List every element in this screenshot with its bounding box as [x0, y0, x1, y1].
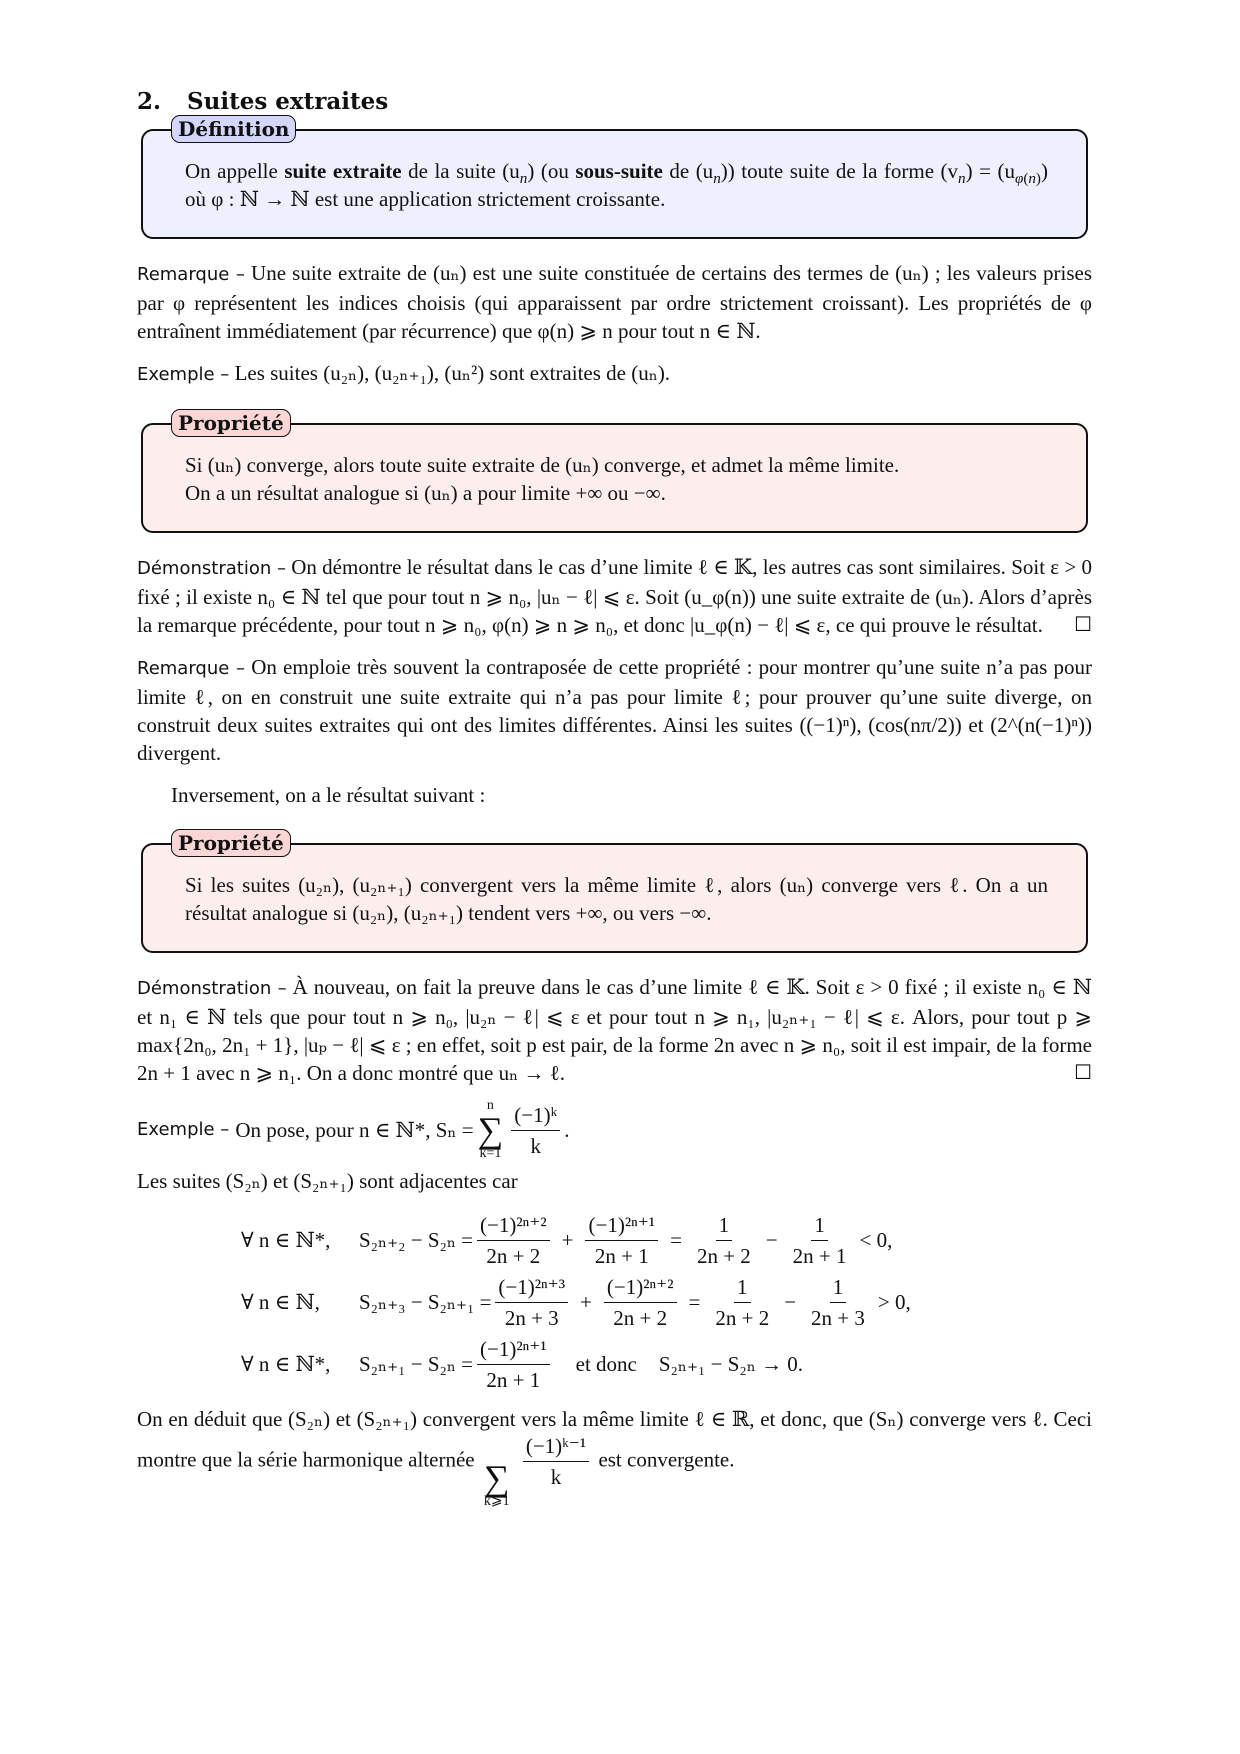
eq1-op-1: + [561, 1228, 574, 1252]
remarque-2 [137, 653, 1092, 767]
eq3-num: (−1)²ⁿ⁺¹ [477, 1336, 550, 1365]
conclusion-frac-num: (−1)ᵏ⁻¹ [523, 1433, 589, 1462]
remarque-2-lead: Remarque – [137, 658, 245, 679]
eq1-lhs: S₂ₙ₊₂ − S₂ₙ = [359, 1228, 474, 1252]
qed-square-icon-2: ☐ [1074, 1062, 1092, 1084]
eq1-tail: < 0, [859, 1228, 893, 1252]
page [137, 88, 1092, 1509]
conclusion-post: est convergente. [598, 1447, 735, 1472]
exemple-2 [137, 1099, 1092, 1161]
exemple-1-lead: Exemple – [137, 364, 230, 385]
eq3-lhs: S₂ₙ₊₁ − S₂ₙ = [359, 1352, 474, 1376]
propriete-1-line-1: Si (uₙ) converge, alors toute suite extraite de (uₙ) converge, et admet la même limite. [185, 453, 900, 477]
remarque-1-text: Une suite extraite de (uₙ) est une suite constituée de certains des termes de (uₙ) ; les valeurs prises par φ représentent les indices choisis (qui apparaissent par ordre strictement croissant). Les propriétés de φ entraînent immédiatement (par récurrence) que φ(n) ⩾ n pour tout n ∈ ℕ. [137, 261, 1092, 343]
exemple-1-text: Les suites (u₂ₙ), (u₂ₙ₊₁), (uₙ²) sont extraites de (uₙ). [229, 361, 671, 385]
definition-box [141, 117, 1088, 239]
equation-block [241, 1209, 1092, 1395]
eq2-frac-3 [712, 1274, 772, 1331]
eq2-frac-2 [604, 1274, 677, 1331]
eq1-f1-den: 2n + 2 [486, 1243, 541, 1268]
eq1-f2-num: (−1)²ⁿ⁺¹ [585, 1212, 658, 1241]
eq1-frac-2 [585, 1212, 658, 1269]
def-text-3: ) (ou [527, 159, 576, 183]
conclusion-frac-den: k [550, 1465, 562, 1489]
qed-square-icon: ☐ [1074, 614, 1092, 636]
eq1-f1-num: (−1)²ⁿ⁺² [477, 1212, 550, 1241]
sum-bottom: k=1 [479, 1146, 502, 1161]
frac-denominator: k [530, 1133, 541, 1158]
eq1-frac-3 [694, 1212, 754, 1269]
def-text-1: On appelle [185, 159, 285, 183]
eq2-tail: > 0, [877, 1290, 911, 1314]
eq2-f2-den: 2n + 2 [613, 1305, 668, 1330]
eq1-f3-den: 2n + 2 [696, 1243, 751, 1268]
propriete-2-text: Si les suites (u₂ₙ), (u₂ₙ₊₁) convergent vers la même limite ℓ, alors (uₙ) converge vers ℓ. On a un résultat analogue si (u₂ₙ), (u₂ₙ₊₁) tendent vers +∞, ou vers −∞. [185, 873, 1048, 925]
section-number: 2. [137, 88, 162, 115]
def-text-4: de (u [662, 159, 714, 183]
propriete-1-box [141, 411, 1088, 533]
propriete-2-tag: Propriété [171, 829, 291, 857]
propriete-2-box [141, 831, 1088, 953]
definition-text: On appelle suite extraite de la suite $(u_n)$ (ou sous-suite de $(u_n)$) toute suite de la forme $(v_n) = (u_{\varphi(n)})$ où φ : ℕ → ℕ est une application strictement croissante. [185, 159, 1048, 211]
eq2-quantifier: ∀ n ∈ ℕ, [241, 1290, 320, 1314]
def-text-5: )) toute suite de la forme (v [720, 159, 959, 183]
eq1-equals: = [670, 1228, 682, 1252]
def-text-7: ) où φ : ℕ → ℕ est une application strictement croissante. [185, 159, 1048, 211]
eq2-f2-num: (−1)²ⁿ⁺² [604, 1274, 677, 1303]
equation-row-2 [241, 1271, 1092, 1333]
equation-row-3 [241, 1333, 1092, 1395]
def-text-2: de la suite (u [401, 159, 520, 183]
eq3-rhs: S₂ₙ₊₁ − S₂ₙ → 0. [658, 1352, 804, 1376]
eq2-f1-num: (−1)²ⁿ⁺³ [495, 1274, 568, 1303]
remarque-1 [137, 259, 1092, 345]
propriete-1-line-2: On a un résultat analogue si (uₙ) a pour limite +∞ ou −∞. [185, 481, 666, 505]
remarque-1-lead: Remarque – [137, 264, 245, 285]
eq1-f2-den: 2n + 1 [594, 1243, 649, 1268]
section-heading [137, 88, 1092, 115]
def-bold-suite-extraite: suite extraite [284, 159, 402, 183]
eq3-frac [477, 1336, 550, 1393]
inversement-text: Inversement, on a le résultat suivant : [171, 783, 486, 807]
conclusion-sigma-glyph: ∑ [483, 1458, 510, 1499]
eq3-den: 2n + 1 [486, 1367, 541, 1392]
conclusion-fraction [523, 1433, 589, 1490]
eq2-equals: = [688, 1290, 701, 1314]
eq2-f4-den: 2n + 3 [811, 1305, 865, 1330]
exemple-1 [137, 359, 1092, 389]
section-title: Suites extraites [187, 88, 389, 115]
conclusion-sum [483, 1458, 510, 1510]
eq1-f4-den: 2n + 1 [792, 1243, 847, 1268]
demonstration-1-text: On démontre le résultat dans le cas d’une limite ℓ ∈ 𝕂, les autres cas sont similaires. Soit ε > 0 fixé ; il existe n₀ ∈ ℕ tel que pour tout n ⩾ n₀, |uₙ − ℓ| ⩽ ε. Soit (u_φ(n)) une suite extraite de (uₙ). Alors d’après la remarque précédente, pour tout n ⩾ n₀, φ(n) ⩾ n ⩾ n₀, et donc |u_φ(n) − ℓ| ⩽ ε, ce qui prouve le résultat. [137, 555, 1092, 637]
eq2-op-2: − [784, 1290, 797, 1314]
exemple-2-lead: Exemple – [137, 1119, 230, 1140]
eq3-quantifier: ∀ n ∈ ℕ*, [241, 1352, 331, 1376]
conclusion-sum-bottom: k⩾1 [483, 1494, 510, 1510]
eq2-f3-den: 2n + 2 [715, 1305, 770, 1330]
sum-top: n [486, 1098, 494, 1113]
demonstration-2-lead: Démonstration – [137, 978, 287, 999]
remarque-2-text: On emploie très souvent la contraposée de cette propriété : pour montrer qu’une suite n’a pas pour limite ℓ, on en construit une suite extraite qui n’a pas pour limite ℓ; pour prouver qu’une suite diverge, on construit deux suites extraites qui ont des limites différentes. Ainsi les suites ((−1)ⁿ), (cos(nπ/2)) et (2^(n(−1)ⁿ)) divergent. [137, 655, 1092, 765]
eq2-lhs: S₂ₙ₊₃ − S₂ₙ₊₁ = [359, 1290, 492, 1314]
exemple-2-fraction [511, 1102, 560, 1159]
definition-tag: Définition [171, 115, 296, 143]
eq1-frac-1 [477, 1212, 550, 1269]
eq2-frac-4 [808, 1274, 868, 1331]
eq1-f4-num: 1 [811, 1212, 828, 1241]
eq2-f3-num: 1 [734, 1274, 751, 1303]
demonstration-2-text: À nouveau, on fait la preuve dans le cas d’une limite ℓ ∈ 𝕂. Soit ε > 0 fixé ; il existe n₀ ∈ ℕ et n₁ ∈ ℕ tels que pour tout n ⩾ n₀, |u₂ₙ − ℓ| ⩽ ε et pour tout n ⩾ n₁, |u₂ₙ₊₁ − ℓ| ⩽ ε. Alors, pour tout p ⩾ max{2n₀, 2n₁ + 1}, |uₚ − ℓ| ⩽ ε ; en effet, soit p est pair, de la forme 2n avec n ⩾ n₀, soit il est impair, de la forme 2n + 1 avec n ⩾ n₁. On a donc montré que uₙ → ℓ. [137, 975, 1092, 1085]
eq1-op-2: − [765, 1228, 778, 1252]
adjacent-intro: Les suites (S₂ₙ) et (S₂ₙ₊₁) sont adjacentes car [137, 1169, 518, 1193]
eq2-f1-den: 2n + 3 [504, 1305, 559, 1330]
eq2-op-1: + [580, 1290, 592, 1314]
frac-numerator: (−1)ᵏ [511, 1102, 560, 1131]
demonstration-1-lead: Démonstration – [137, 558, 286, 579]
eq1-quantifier: ∀ n ∈ ℕ*, [241, 1228, 331, 1252]
equation-row-1 [241, 1209, 1092, 1271]
exemple-2-pre: On pose, pour n ∈ ℕ*, Sₙ = [235, 1118, 474, 1142]
demonstration-2 [137, 973, 1092, 1087]
def-bold-sous-suite: sous-suite [575, 159, 663, 183]
exemple-2-post: . [564, 1118, 570, 1142]
eq1-frac-4 [790, 1212, 850, 1269]
eq1-f3-num: 1 [716, 1212, 733, 1241]
def-text-6: ) = (u [965, 159, 1015, 183]
eq2-frac-1 [495, 1274, 568, 1331]
eq3-et-donc: et donc [575, 1352, 637, 1376]
conclusion-pre: On en déduit que (S₂ₙ) et (S₂ₙ₊₁) convergent vers la même limite ℓ ∈ ℝ, et donc, que (Sₙ) converge vers ℓ. Ceci montre que la série harmonique alternée [137, 1407, 1092, 1472]
demonstration-1 [137, 553, 1092, 639]
sum-symbol [478, 1099, 504, 1161]
sigma-glyph: ∑ [477, 1110, 504, 1150]
conclusion [137, 1405, 1092, 1509]
eq2-f4-num: 1 [830, 1274, 847, 1303]
propriete-1-tag: Propriété [171, 409, 291, 437]
